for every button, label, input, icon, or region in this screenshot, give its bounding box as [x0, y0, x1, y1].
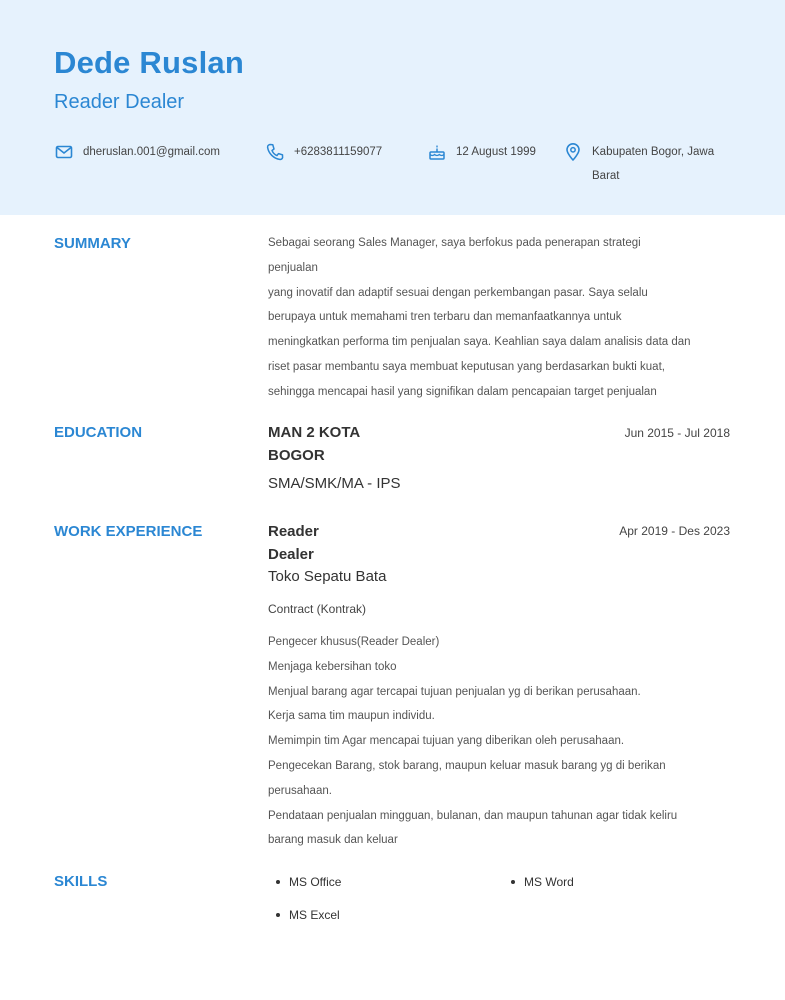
contact-location [563, 142, 733, 188]
location-text [592, 140, 714, 188]
summary-line: penjualan [268, 261, 318, 274]
resume-header [0, 0, 785, 215]
contact-birthdate [427, 142, 536, 164]
skill-label: MS Office [289, 875, 342, 889]
school-name-line1: MAN 2 KOTA [268, 424, 361, 441]
bullet-icon [511, 880, 515, 884]
location-line2: Barat [592, 170, 620, 182]
contact-email[interactable] [54, 142, 220, 164]
contact-phone[interactable] [265, 142, 382, 164]
summary-line: riset pasar membantu saya membuat keputusan yang berdasarkan bukti kuat, [268, 360, 665, 373]
summary-text [268, 231, 738, 405]
school-name-line2: BOGOR [268, 447, 325, 464]
skill-item [511, 875, 574, 889]
work-dates: Apr 2019 - Des 2023 [619, 524, 730, 538]
duty-line: Memimpin tim Agar mencapai tujuan yang diberikan oleh perusahaan. [268, 735, 625, 748]
duty-line: Pengecer khusus(Reader Dealer) [268, 636, 440, 648]
candidate-name: Dede Ruslan [54, 45, 244, 80]
duty-line: Pendataan penjualan mingguan, bulanan, dan maupun tahunan agar tidak keliru [268, 809, 678, 822]
school-name [268, 421, 360, 467]
summary-line: yang inovatif dan adaptif sesuai dengan perkembangan pasar. Saya selalu [268, 286, 648, 299]
candidate-role: Reader Dealer [54, 91, 185, 113]
contract-type: Contract (Kontrak) [268, 602, 367, 616]
duty-line: Kerja sama tim maupun individu. [268, 710, 435, 723]
skill-label: MS Word [524, 875, 574, 889]
duty-line: barang masuk dan keluar [268, 834, 398, 847]
location-pin-icon [563, 142, 583, 162]
summary-heading: SUMMARY [54, 235, 131, 252]
job-duties [268, 630, 738, 853]
job-position-line1: Reader [268, 523, 319, 540]
phone-text: +6283811159077 [294, 146, 383, 158]
bullet-icon [276, 913, 280, 917]
job-position-line2: Dealer [268, 546, 314, 563]
summary-line: sehingga mencapai hasil yang signifikan dalam pencapaian target penjualan [268, 385, 657, 398]
company-name: Toko Sepatu Bata [268, 568, 387, 585]
job-position [268, 520, 319, 566]
education-degree: SMA/SMK/MA - IPS [268, 475, 401, 492]
bullet-icon [276, 880, 280, 884]
skill-item [276, 875, 341, 889]
cake-icon [427, 142, 447, 162]
education-heading: EDUCATION [54, 424, 143, 441]
email-text: dheruslan.001@gmail.com [83, 146, 220, 158]
location-line1: Kabupaten Bogor, Jawa [592, 146, 715, 158]
birthdate-text: 12 August 1999 [456, 146, 536, 158]
phone-icon [265, 142, 285, 162]
summary-line: meningkatkan performa tim penjualan saya. Keahlian saya dalam analisis data dan [268, 336, 691, 349]
summary-line: berupaya untuk memahami tren terbaru dan memanfaatkannya untuk [268, 311, 622, 324]
duty-line: perusahaan. [268, 784, 332, 797]
summary-line: Sebagai seorang Sales Manager, saya berfokus pada penerapan strategi [268, 237, 641, 249]
mail-icon [54, 142, 74, 162]
duty-line: Menjual barang agar tercapai tujuan penjualan yg di berikan perusahaan. [268, 685, 641, 698]
skills-heading: SKILLS [54, 873, 108, 890]
duty-line: Menjaga kebersihan toko [268, 660, 397, 673]
skill-label: MS Excel [289, 908, 340, 922]
duty-line: Pengecekan Barang, stok barang, maupun keluar masuk barang yg di berikan [268, 759, 666, 772]
work-experience-heading: WORK EXPERIENCE [54, 523, 203, 540]
education-dates: Jun 2015 - Jul 2018 [624, 426, 730, 440]
skill-item [276, 908, 340, 922]
